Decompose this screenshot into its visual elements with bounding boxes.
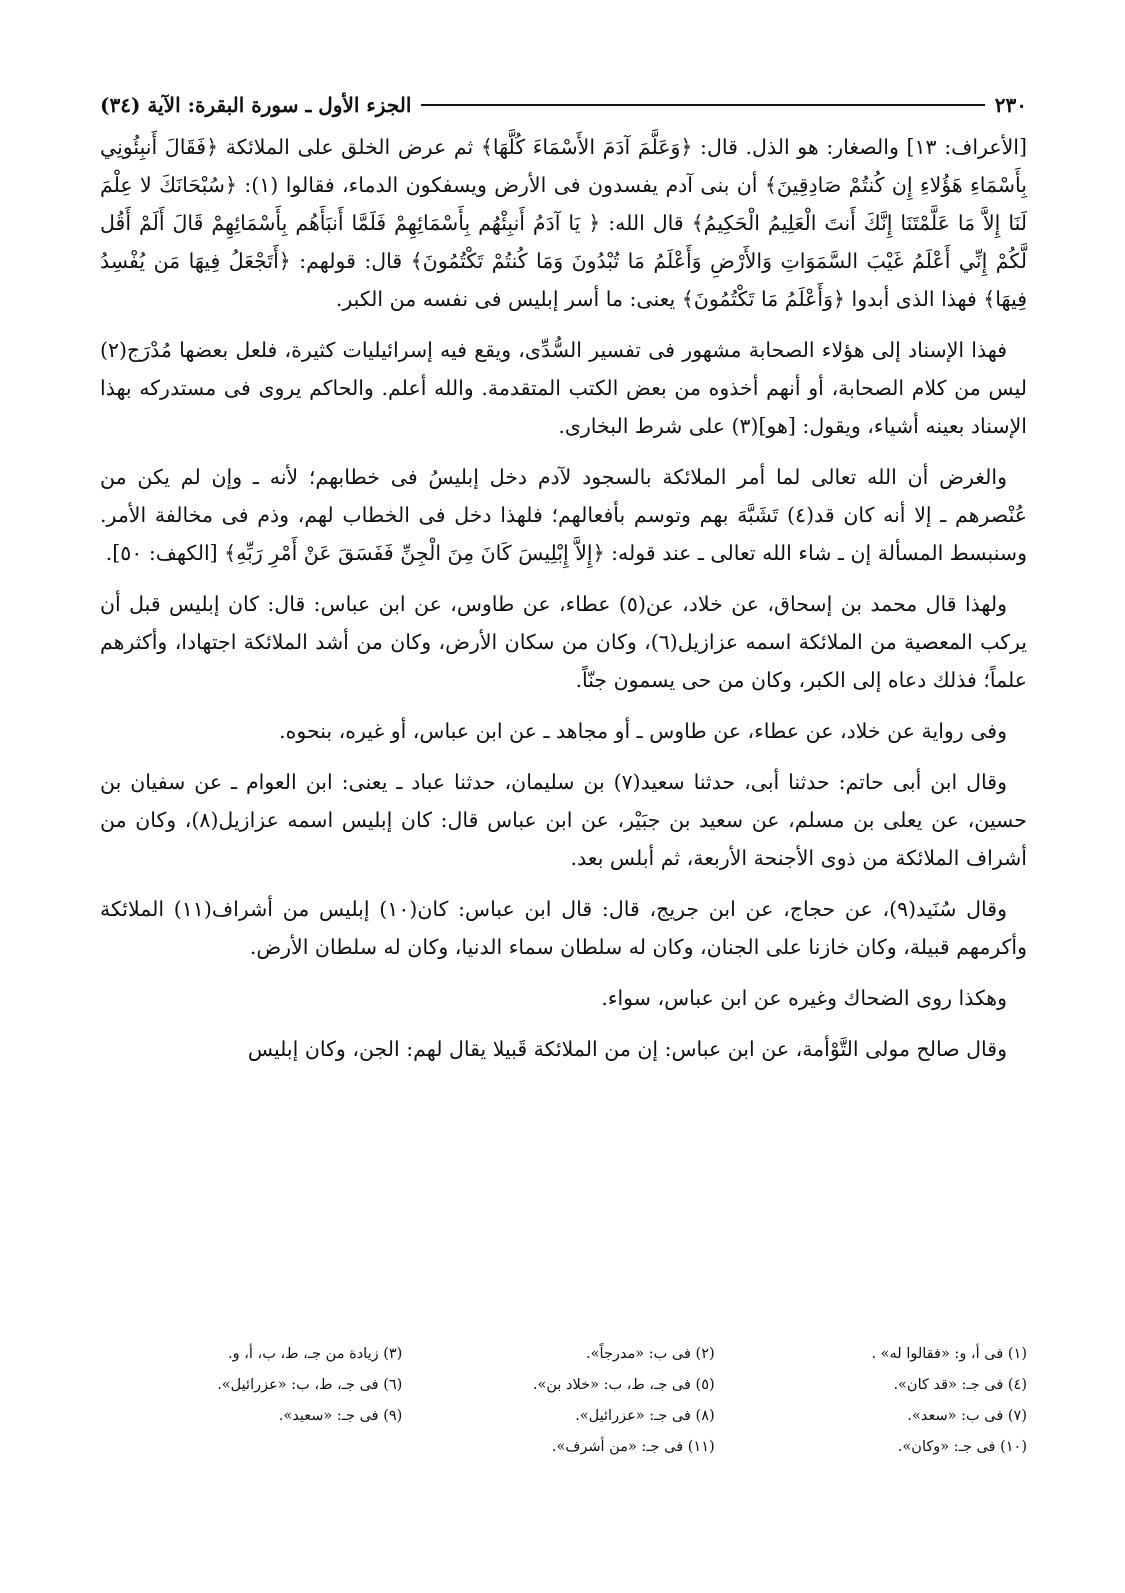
paragraph: وفى رواية عن خلاد، عن عطاء، عن طاوس ـ أو مجاهد ـ عن ابن عباس، أو غيره، بنحوه. bbox=[279, 719, 1007, 743]
footnote: (٧) فى ب: «سعد». bbox=[907, 1408, 1027, 1424]
paragraph: ولهذا قال محمد بن إسحاق، عن خلاد، عن(٥) عطاء، عن طاوس، عن ابن عباس: قال: كان إبليس قبل أن يركب المعصية من الملائكة اسمه عزازيل(٦)، وكان من سكان الأرض، وكان من أشد الملائكة اجتهادا، وأكثرهم علماً؛ فذلك دعاه إلى الكبر، وكان من حى يسمون جنّاً. bbox=[100, 592, 1028, 692]
footnote: (٨) فى جـ: «عزرائيل». bbox=[575, 1408, 715, 1424]
header-title: الجزء الأول ـ سورة البقرة: الآية (٣٤) bbox=[100, 93, 412, 117]
paragraph: [الأعراف: ١٣] والصغار: هو الذل. قال: ﴿وَعَلَّمَ آدَمَ الأَسْمَاءَ كُلَّهَا﴾ ثم عرض الخلق على الملائكة ﴿فَقَالَ أَنبِئُونِي بِأَسْمَاءِ هَؤُلاءِ إِن كُنتُمْ صَادِقِينَ﴾ أن بنى آدم يفسدون فى الأرض ويسفكون الدماء، فقالوا (١): ﴿سُبْحَانَكَ لا عِلْمَ لَنَا إِلاَّ مَا عَلَّمْتَنَا إِنَّكَ أَنتَ الْعَلِيمُ الْحَكِيمُ﴾ قال الله: ﴿ يَا آدَمُ أَنبِئْهُم بِأَسْمَائِهِمْ فَلَمَّا أَنبَأَهُم بِأَسْمَائِهِمْ قَالَ أَلَمْ أَقُل لَّكُمْ إِنِّي أَعْلَمُ غَيْبَ السَّمَوَاتِ وَالأَرْضِ وَأَعْلَمُ مَا تُبْدُونَ وَمَا كُنتُمْ تَكْتُمُونَ﴾ قال: قولهم: ﴿أَتَجْعَلُ فِيهَا مَن يُفْسِدُ فِيهَا﴾ فهذا الذى أبدوا ﴿وَأَعْلَمُ مَا تَكْتُمُونَ﴾ يعنى: ما أسر إبليس فى نفسه من الكبر. bbox=[100, 135, 1027, 311]
footnote: (٥) فى جـ، ط، ب: «خلاد بن». bbox=[532, 1377, 715, 1393]
paragraph: وقال ابن أبى حاتم: حدثنا أبى، حدثنا سعيد(٧) بن سليمان، حدثنا عباد ـ يعنى: ابن العوام ـ عن سفيان بن حسين، عن يعلى بن مسلم، عن سعيد بن جبَيْر، عن ابن عباس قال: كان إبليس اسمه عزازيل(٨)، وكان من أشراف الملائكة من ذوى الأجنحة الأربعة، ثم أبلس بعد. bbox=[100, 770, 1027, 870]
footnote: (٢) فى ب: «مدرجاً». bbox=[586, 1346, 715, 1362]
footnote: (٣) زيادة من جـ، ط، ب، أ، و. bbox=[228, 1346, 403, 1362]
footnote: (١٠) فى جـ: «وكان». bbox=[897, 1439, 1027, 1455]
paragraph: والغرض أن الله تعالى لما أمر الملائكة بالسجود لآدم دخل إبليسُ فى خطابهم؛ لأنه ـ وإن لم يكن من عُنْصرهم ـ إلا أنه كان قد(٤) تَشَبَّهَ بهم وتوسم بأفعالهم؛ فلهذا دخل فى الخطاب لهم، وذم فى مخالفة الأمر. وسنبسط المسألة إن ـ شاء الله تعالى ـ عند قوله: ﴿إِلاَّ إِبْلِيسَ كَانَ مِنَ الْجِنِّ فَفَسَقَ عَنْ أَمْرِ رَبِّهِ﴾ [الكهف: ٥٠]. bbox=[100, 465, 1027, 565]
footnotes-area bbox=[100, 0, 1027, 1593]
footnote: (٦) فى جـ، ط، ب: «عزرائيل». bbox=[217, 1377, 403, 1393]
footnote: (١) فى أ، و: «فقالوا له» . bbox=[871, 1346, 1027, 1362]
paragraph: وهكذا روى الضحاك وغيره عن ابن عباس، سواء. bbox=[601, 986, 1007, 1010]
footnote: (٤) فى جـ: «قد كان». bbox=[893, 1377, 1027, 1393]
footnote: (٩) فى جـ: «سعيد». bbox=[278, 1408, 403, 1424]
paragraph: وقال سُنَيد(٩)، عن حجاج، عن ابن جريج، قال: قال ابن عباس: كان(١٠) إبليس من أشراف(١١) الملائكة وأكرمهم قبيلة، وكان خازنا على الجنان، وكان له سلطان سماء الدنيا، وكان له سلطان الأرض. bbox=[100, 897, 1027, 959]
footnotes bbox=[100, 1340, 1027, 1462]
paragraph: فهذا الإسناد إلى هؤلاء الصحابة مشهور فى تفسير السُّدِّى، ويقع فيه إسرائيليات كثيرة، فلعل بعضها مُدْرَج(٢) ليس من كلام الصحابة، أو أنهم أخذوه من بعض الكتب المتقدمة. والله أعلم. والحاكم يروى فى مستدركه بهذا الإسناد بعينه أشياء، ويقول: [هو](٣) على شرط البخارى. bbox=[100, 338, 1027, 438]
paragraph: وقال صالح مولى التَّوْأمة، عن ابن عباس: إن من الملائكة قَبيلا يقال لهم: الجن، وكان إبليس bbox=[247, 1037, 1007, 1061]
footnote: (١١) فى جـ: «من أشرف». bbox=[551, 1439, 715, 1455]
page-number: ٢٣٠ bbox=[994, 93, 1027, 117]
